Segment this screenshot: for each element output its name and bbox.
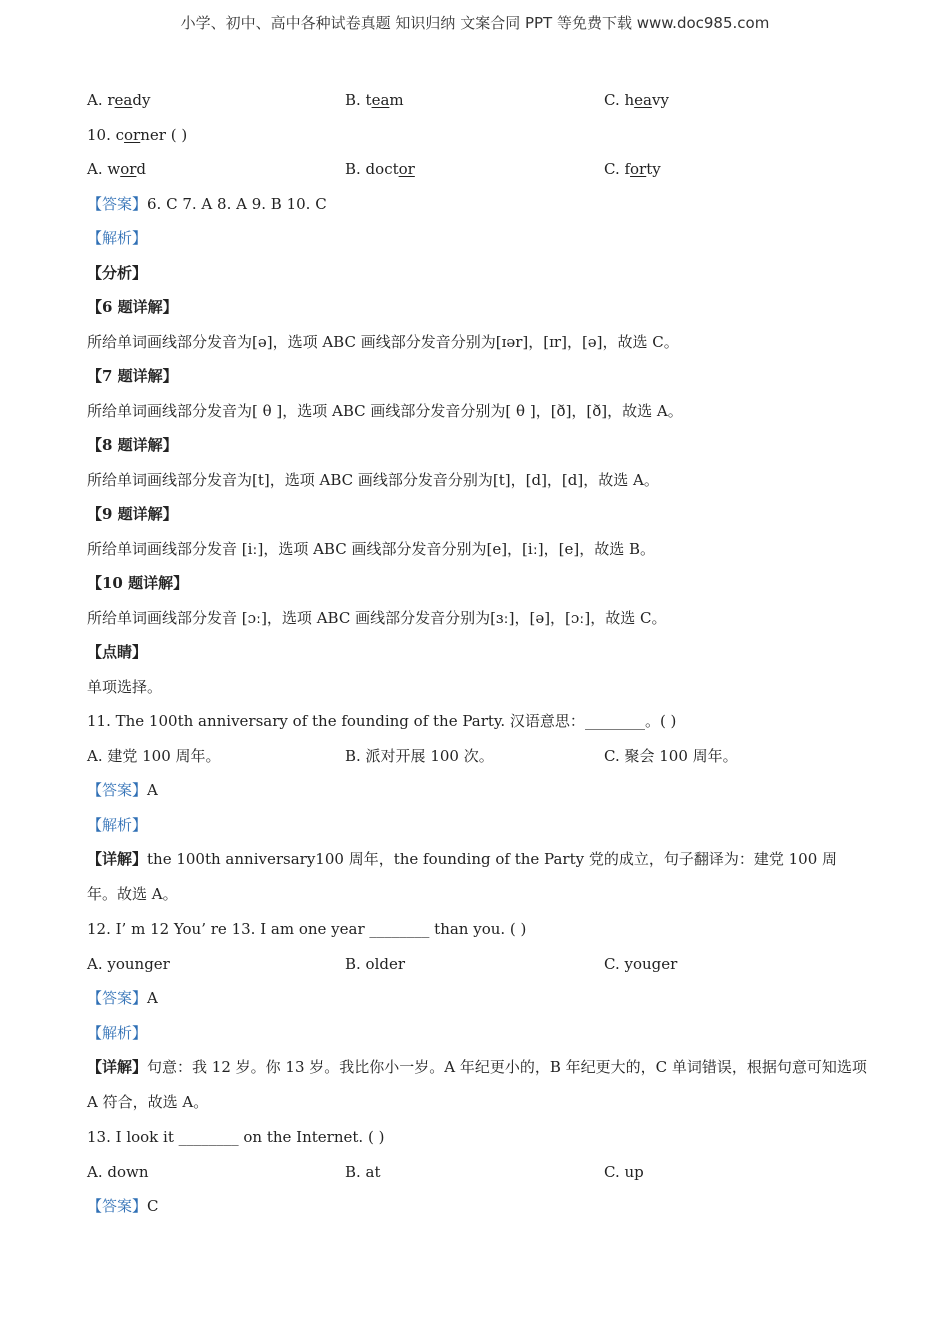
q12-detail: 【详解】句意：我 12 岁。你 13 岁。我比你小一岁。A 年纪更小的，B 年纪更大的，C 单词错误，根据句意可知选项 A 符合，故选 A。 — [87, 1058, 867, 1111]
q10-options — [87, 152, 867, 187]
option-a: A. 建党 100 周年。 — [87, 746, 221, 765]
q12-options — [87, 947, 867, 982]
option-a: A. ready — [87, 91, 151, 109]
q10-detail-heading: 【10 题详解】 — [87, 574, 189, 592]
option-b: B. at — [345, 1162, 381, 1181]
q8-detail-text: 所给单词画线部分发音为[t]，选项 ABC 画线部分发音分别为[t]，[d]，[d]，故选 A。 — [87, 470, 659, 489]
q7-detail-heading: 【7 题详解】 — [87, 367, 178, 385]
q12-answer: 【答案】A — [87, 989, 158, 1007]
option-a: A. down — [87, 1162, 149, 1181]
question-10: 10. corner ( ) — [87, 125, 188, 144]
q11-detail: 【详解】the 100th anniversary100 周年，the founding of the Party 党的成立，句子翻译为：建党 100 周年。故选 A。 — [87, 850, 838, 903]
option-b: B. older — [345, 954, 406, 973]
site-header: 小学、初中、高中各种试卷真题 知识归纳 文案合同 PPT 等免费下载 www.doc985.com — [180, 14, 770, 32]
option-b: B. 派对开展 100 次。 — [345, 746, 494, 765]
dianjing-text: 单项选择。 — [87, 677, 163, 696]
q11-answer: 【答案】A — [87, 781, 158, 799]
question-11: 11. The 100th anniversary of the founding of the Party. 汉语意思：________。( ) — [87, 712, 677, 730]
fenxi-heading: 【分析】 — [87, 263, 148, 282]
q13-options — [87, 1155, 867, 1190]
option-c: C. heavy — [604, 91, 669, 109]
option-b: B. team — [345, 91, 404, 109]
question-13: 13. I look it ________ on the Internet. ( ) — [87, 1128, 385, 1146]
q11-analysis-heading: 【解析】 — [87, 815, 148, 834]
q6-detail-heading: 【6 题详解】 — [87, 298, 178, 316]
option-a: A. younger — [87, 954, 170, 973]
q13-answer: 【答案】C — [87, 1197, 159, 1215]
question-12: 12. I’ m 12 You’ re 13. I am one year ________ than you. ( ) — [87, 920, 527, 938]
q12-analysis-heading: 【解析】 — [87, 1023, 148, 1042]
q11-options — [87, 739, 867, 774]
q9-detail-text: 所给单词画线部分发音 [iː]，选项 ABC 画线部分发音分别为[e]，[iː]，[e]，故选 B。 — [87, 539, 655, 558]
q9-options — [87, 83, 867, 118]
option-c: C. up — [604, 1162, 644, 1181]
analysis-heading: 【解析】 — [87, 229, 148, 247]
answer-6-10: 【答案】6. C 7. A 8. A 9. B 10. C — [87, 194, 327, 213]
option-c: C. 聚会 100 周年。 — [604, 746, 738, 765]
document-body — [87, 83, 867, 1224]
dianjing-heading: 【点睛】 — [87, 643, 148, 661]
option-c: C. forty — [604, 160, 661, 178]
q10-detail-text: 所给单词画线部分发音 [ɔː]，选项 ABC 画线部分发音分别为[ɜː]，[ə]，[ɔː]，故选 C。 — [87, 608, 667, 627]
option-b: B. doctor — [345, 160, 415, 178]
q8-detail-heading: 【8 题详解】 — [87, 436, 178, 454]
option-c: C. youger — [604, 954, 678, 973]
q9-detail-heading: 【9 题详解】 — [87, 505, 178, 523]
option-a: A. word — [87, 160, 147, 178]
q7-detail-text: 所给单词画线部分发音为[ θ ]，选项 ABC 画线部分发音分别为[ θ ]，[ð]，[ð]，故选 A。 — [87, 401, 683, 420]
q6-detail-text: 所给单词画线部分发音为[ə]，选项 ABC 画线部分发音分别为[ɪər]，[ɪr]，[ə]，故选 C。 — [87, 332, 679, 351]
